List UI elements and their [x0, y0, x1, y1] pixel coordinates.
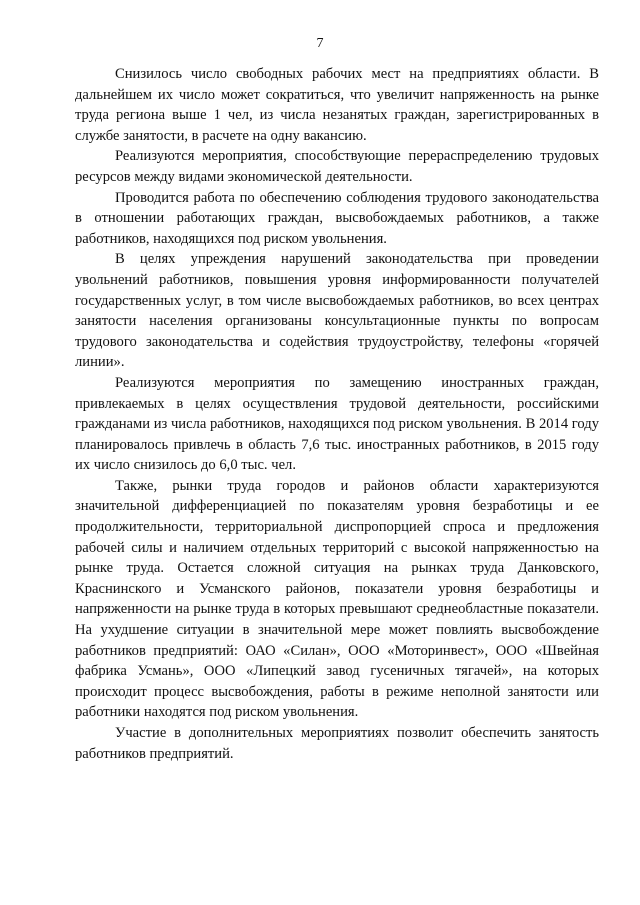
paragraph-redistribution: Реализуются мероприятия, способствующие перераспределению трудовых ресурсов между видами экономической деятельности. [75, 148, 599, 185]
page-number: 7 [316, 36, 324, 51]
paragraph-regional-differentiation: Также, рынки труда городов и районов области характеризуются значительной дифференциацией по показателям уровня безработицы и ее продолжительности, территориальной диспропорцией спроса и предложения рабочей силы и наличием отдельных территорий с высокой напряженностью на рынке труда. Остается сложной ситуация на рынках труда Данковского, Краснинского и Усманского районов, показатели уровня безработицы и напряженности на рынке труда в которых превышают среднеобластные показатели. На ухудшение ситуации в значительной мере может повлиять высвобождение работников предприятий: ОАО «Силан», ООО «Моторинвест», ООО «Швейная фабрика Усмань», ООО «Липецкий завод гусеничных тягачей», на которых происходит процесс высвобождения, работы в режиме неполной занятости или работники находятся под риском увольнения. [75, 477, 599, 721]
paragraph-vacancies: Снизилось число свободных рабочих мест на предприятиях области. В дальнейшем их число может сократиться, что увеличит напряженность на рынке труда региона выше 1 чел, из числа незанятых граждан, зарегистрированных в службе занятости, в расчете на одну вакансию. [75, 66, 599, 144]
paragraph-additional-measures: Участие в дополнительных мероприятиях позволит обеспечить занятость работников предприятий. [75, 725, 599, 762]
paragraph-labor-law-compliance: Проводится работа по обеспечению соблюдения трудового законодательства в отношении работающих граждан, высвобождаемых работников, а также работников, находящихся под риском увольнения. [75, 189, 599, 247]
document-body [75, 64, 599, 764]
paragraph-foreign-workers: Реализуются мероприятия по замещению иностранных граждан, привлекаемых в целях осуществления трудовой деятельности, российскими гражданами из числа работников, находящихся под риском увольнения. В 2014 году планировалось привлечь в область 7,6 тыс. иностранных работников, в 2015 году их число снизилось до 6,0 тыс. чел. [75, 374, 600, 474]
paragraph-consultation-points: В целях упреждения нарушений законодательства при проведении увольнений работников, повышения уровня информированности получателей государственных услуг, в том числе высвобождаемых работников, во всех центрах занятости населения организованы консультационные пункты по вопросам трудового законодательства и содействия трудоустройству, телефоны «горячей линии». [75, 251, 599, 371]
